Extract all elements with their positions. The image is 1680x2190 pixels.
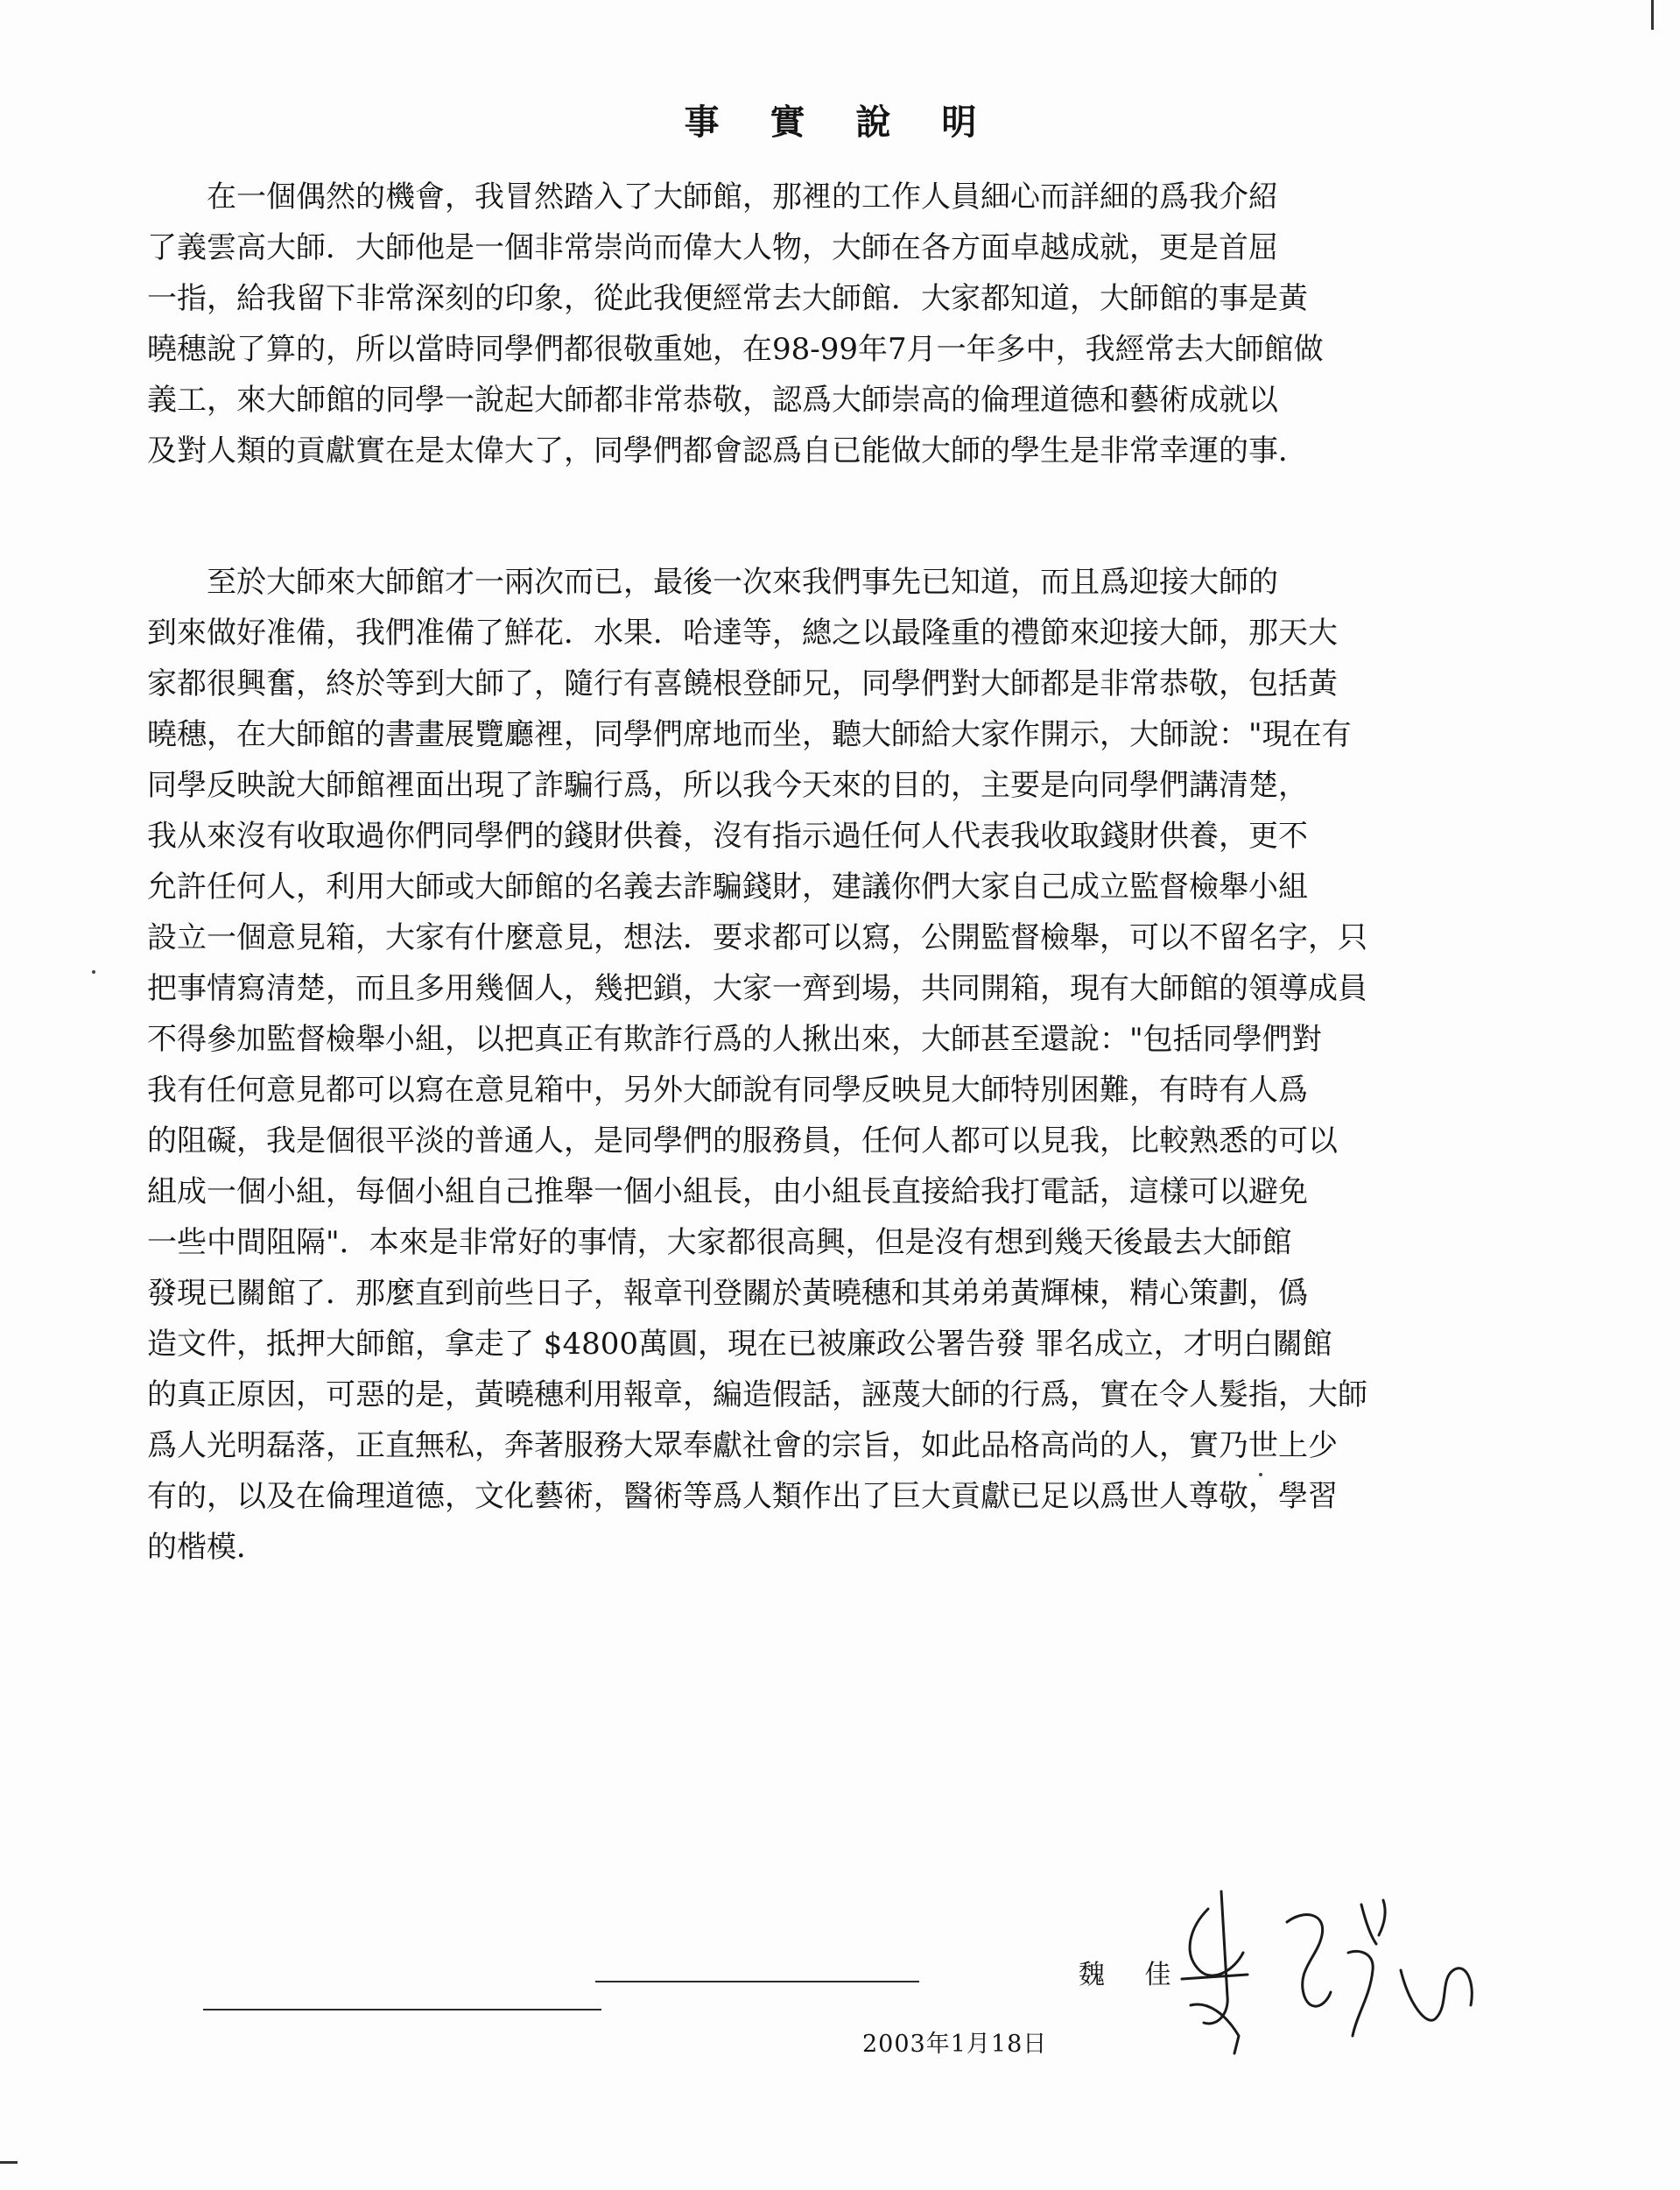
document-date: 2003年1月18日 (862, 2031, 1048, 2058)
paragraph-line: 有的，以及在倫理道德，文化藝術，醫術等爲人類作出了巨大貢獻已足以爲世人尊敬，學習 (147, 1479, 1338, 1514)
paragraph-1 (147, 172, 1438, 476)
paragraph-line: 我有任何意見都可以寫在意見箱中，另外大師說有同學反映見大師特別困難，有時有人爲 (147, 1073, 1308, 1108)
paragraph-line: 組成一個小組，每個小組自己推舉一個小組長，由小組長直接給我打電話，這樣可以避免 (147, 1174, 1308, 1209)
paragraph-line: 不得參加監督檢舉小組，以把真正有欺詐行爲的人揪出來，大師甚至還說："包括同學們對 (147, 1022, 1322, 1057)
document-title: 事 實 說 明 (684, 102, 996, 143)
scan-edge-mark (0, 2161, 18, 2164)
paragraph-line: 的楷模． (147, 1530, 266, 1565)
scan-speck (92, 970, 95, 974)
paragraph-line: 的阻礙，我是個很平淡的普通人，是同學們的服務員，任何人都可以見我，比較熟悉的可以 (147, 1123, 1338, 1158)
paragraph-line: 到來做好准備，我們准備了鮮花．水果．哈達等，總之以最隆重的禮節來迎接大師，那天大 (147, 616, 1338, 651)
paragraph-line: 及對人類的貢獻實在是太偉大了，同學們都會認爲自已能做大師的學生是非常幸運的事． (147, 433, 1308, 468)
paragraph-line: 家都很興奮，終於等到大師了，隨行有喜饒根登師兄，同學們對大師都是非常恭敬，包括黃 (147, 666, 1338, 701)
paragraph-line: 發現已關館了．那麼直到前些日子，報章刊登關於黃曉穗和其弟弟黃輝棟，精心策劃，僞 (147, 1276, 1308, 1311)
paragraph-line: 允許任何人，利用大師或大師館的名義去詐騙錢財，建議你們大家自己成立監督檢舉小組 (147, 870, 1308, 905)
blank-line-2 (203, 2009, 601, 2010)
paragraph-line: 義工，來大師館的同學一說起大師都非常恭敬，認爲大師崇高的倫理道德和藝術成就以 (147, 383, 1278, 418)
paragraph-line: 一指，給我留下非常深刻的印象，從此我便經常去大師館．大家都知道，大師館的事是黃 (147, 281, 1308, 316)
paragraph-line: 我从來沒有收取過你們同學們的錢財供養，沒有指示過任何人代表我收取錢財供養，更不 (147, 819, 1308, 854)
paragraph-line: 的真正原因，可惡的是，黃曉穗利用報章，編造假話，誣蔑大師的行爲，實在令人髮指，大師 (147, 1377, 1367, 1412)
paragraph-line: 同學反映說大師館裡面出現了詐騙行爲，所以我今天來的目的，主要是向同學們講清楚， (147, 768, 1308, 803)
paragraph-line: 了義雲高大師．大師他是一個非常崇尚而偉大人物，大師在各方面卓越成就，更是首屈 (147, 230, 1278, 265)
signer-name: 魏 佳 (1079, 1960, 1187, 1990)
paragraph-line: 曉穗，在大師館的書畫展覽廳裡，同學們席地而坐，聽大師給大家作開示，大師說："現在有 (147, 717, 1352, 752)
blank-line-1 (595, 1981, 919, 1982)
paragraph-line: 至於大師來大師館才一兩次而已，最後一次來我們事先已知道，而且爲迎接大師的 (207, 565, 1278, 600)
paragraph-line: 一些中間阻隔"．本來是非常好的事情，大家都很高興，但是沒有想到幾天後最去大師館 (147, 1225, 1292, 1260)
handwritten-signature (1173, 1874, 1488, 2067)
paragraph-line: 把事情寫清楚，而且多用幾個人，幾把鎖，大家一齊到場，共同開箱，現有大師館的領導成員 (147, 971, 1367, 1006)
paragraph-line: 造文件，抵押大師館，拿走了 $4800萬圓，現在已被廉政公署告發 罪名成立，才明白關館 (147, 1327, 1332, 1362)
paragraph-line: 在一個偶然的機會，我冒然踏入了大師館，那裡的工作人員細心而詳細的爲我介紹 (207, 180, 1278, 215)
paragraph-line: 爲人光明磊落，正直無私，奔著服務大眾奉獻社會的宗旨，如此品格高尚的人，實乃世上少 (147, 1428, 1338, 1463)
paragraph-line: 曉穗說了算的，所以當時同學們都很敬重她，在98-99年7月一年多中，我經常去大師館做 (147, 332, 1324, 367)
scan-edge-mark (1651, 0, 1654, 30)
paragraph-2 (147, 557, 1438, 1573)
paragraph-line: 設立一個意見箱，大家有什麼意見，想法．要求都可以寫，公開監督檢舉，可以不留名字，只 (147, 920, 1367, 955)
scan-speck (1259, 1473, 1262, 1476)
